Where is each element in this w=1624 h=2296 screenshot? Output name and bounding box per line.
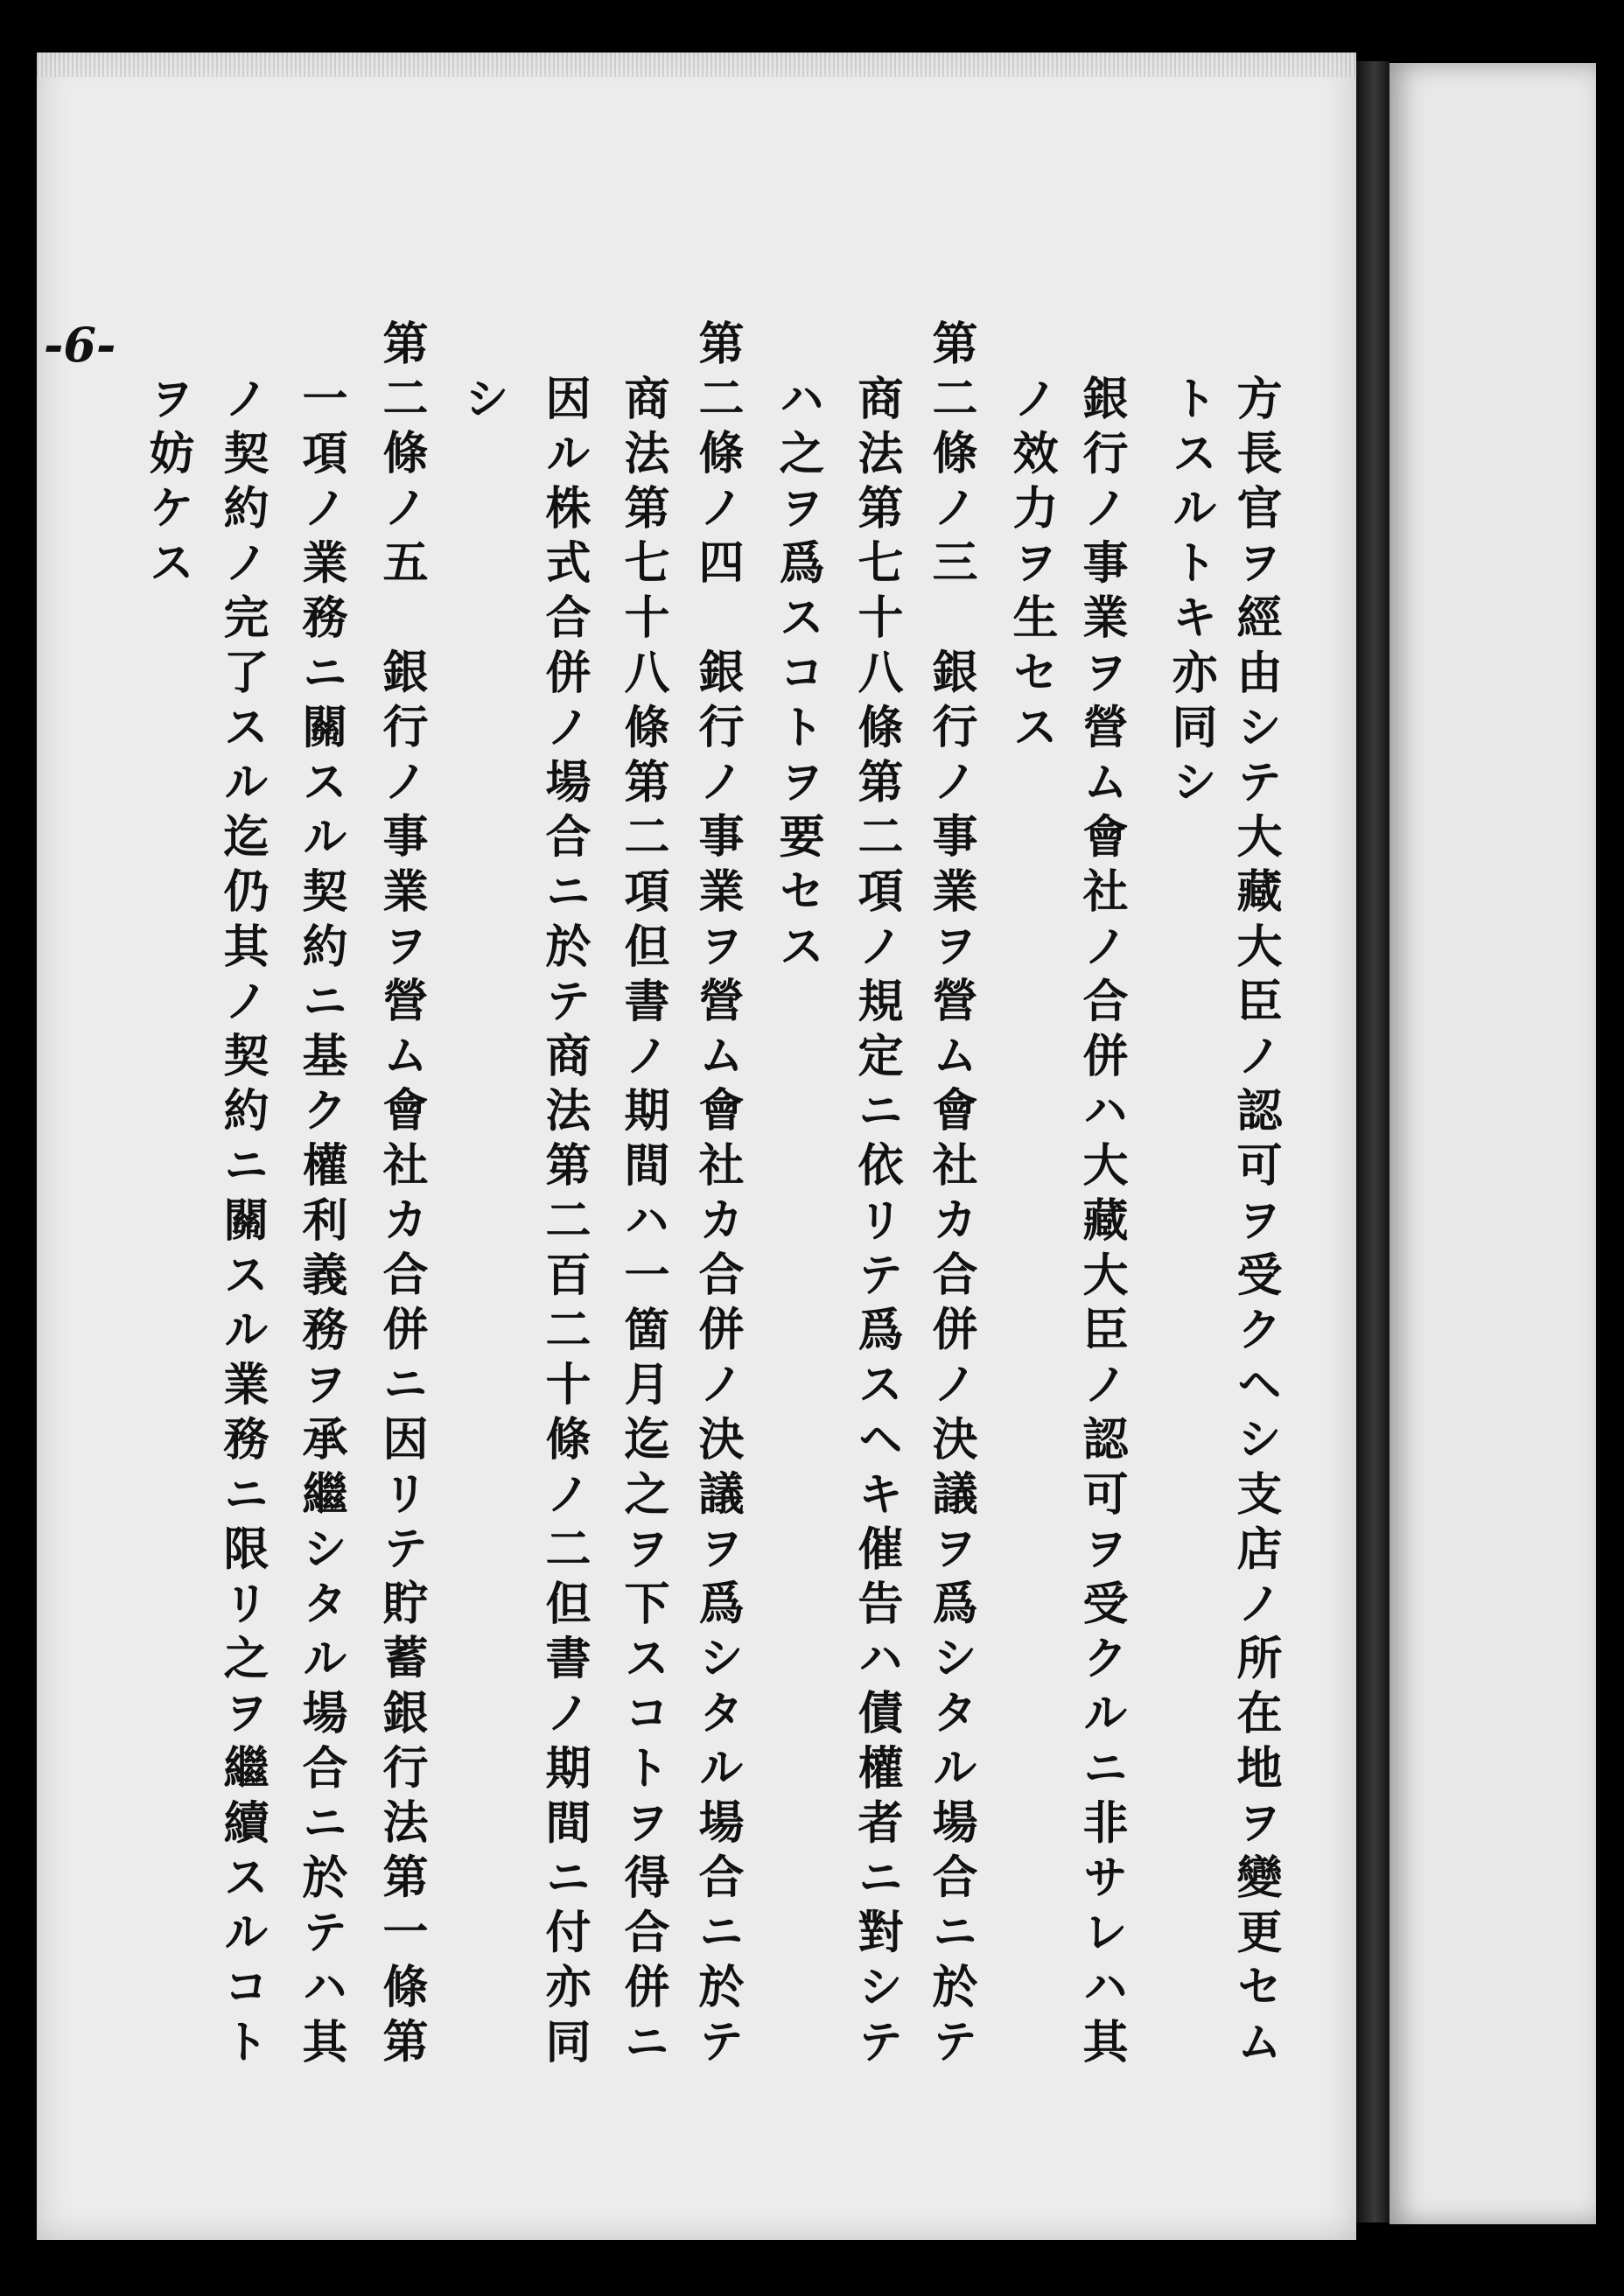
adjacent-page-edge bbox=[1390, 63, 1596, 2224]
text-column-8: 第二條ノ四 銀行ノ事業ヲ營ム會社カ合併ノ決議ヲ爲シタル場合ニ於テ bbox=[690, 319, 744, 2073]
text-column-3: 銀行ノ事業ヲ營ム會社ノ合併ハ大藏大臣ノ認可ヲ受クルニ非サレハ其 bbox=[1074, 374, 1128, 2073]
book-spine bbox=[1356, 61, 1390, 2222]
page-number: -6- bbox=[44, 317, 116, 373]
text-column-10: 因ル株式合併ノ場合ニ於テ商法第二百二十條ノ二但書ノ期間ニ付亦同 bbox=[537, 374, 591, 2073]
text-column-1: 方長官ヲ經由シテ大藏大臣ノ認可ヲ受クヘシ支店ノ所在地ヲ變更セム bbox=[1228, 374, 1282, 2073]
text-column-11: シ bbox=[456, 374, 509, 430]
text-column-6: 商法第七十八條第二項ノ規定ニ依リテ爲スヘキ催告ハ債權者ニ對シテ bbox=[850, 374, 903, 2073]
text-column-15: ヲ妨ケス bbox=[141, 374, 194, 594]
text-column-7: ハ之ヲ爲スコトヲ要セス bbox=[771, 374, 824, 977]
text-column-2: トスルトキ亦同シ bbox=[1164, 374, 1217, 813]
text-column-4: ノ效力ヲ生セス bbox=[1004, 374, 1058, 759]
text-column-5: 第二條ノ三 銀行ノ事業ヲ營ム會社カ合併ノ決議ヲ爲シタル場合ニ於テ bbox=[924, 319, 977, 2073]
text-column-14: ノ契約ノ完了スル迄仍其ノ契約ニ關スル業務ニ限リ之ヲ繼續スルコト bbox=[215, 374, 269, 2073]
text-column-9: 商法第七十八條第二項但書ノ期間ハ一箇月迄之ヲ下スコトヲ得合併ニ bbox=[616, 374, 669, 2073]
text-column-12: 第二條ノ五 銀行ノ事業ヲ營ム會社カ合併ニ因リテ貯蓄銀行法第一條第 bbox=[374, 319, 428, 2073]
text-column-13: 一項ノ業務ニ關スル契約ニ基ク權利義務ヲ承繼シタル場合ニ於テハ其 bbox=[294, 374, 347, 2073]
